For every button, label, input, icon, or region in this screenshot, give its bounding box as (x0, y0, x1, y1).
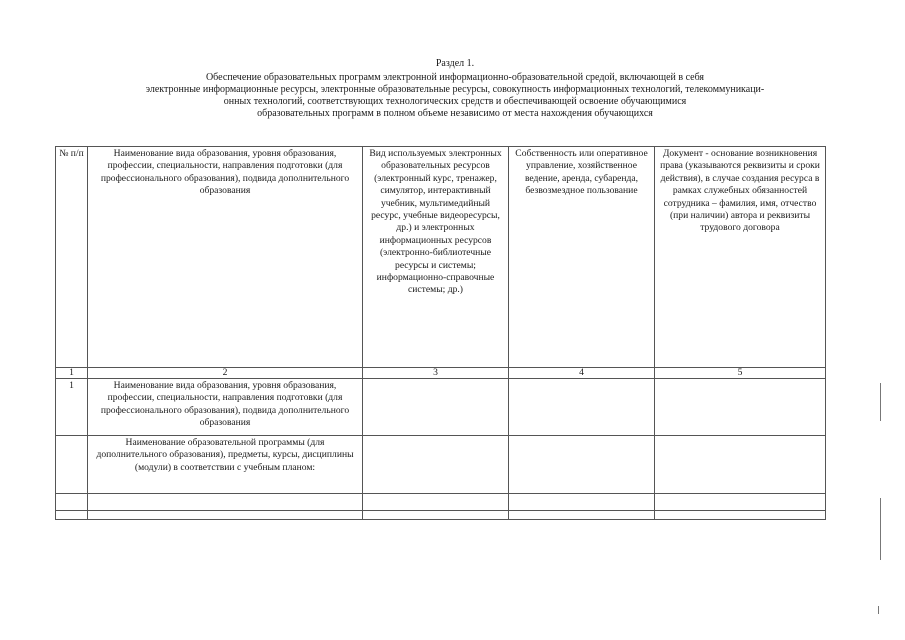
header-resource-type: Вид используемых электронных образовательных ресурсов (электронный курс, тренажер, симулятор, интерактивный учебник, мультимедийный ресурс, учебные видеоресурсы, др.) и электронных информационных ресурсов (электронно-библиотечные ресурсы и системы; информационно-справочные системы; др.) (363, 147, 509, 368)
table-row (56, 511, 826, 520)
header-ownership: Собственность или оперативное управление, хозяйственное ведение, аренда, субаренда, безвозмездное пользование (509, 147, 655, 368)
column-number: 2 (88, 368, 363, 379)
table-cell (655, 494, 826, 511)
resources-table (55, 146, 826, 520)
column-number: 5 (655, 368, 826, 379)
table-header-row (56, 147, 826, 368)
header-document: Документ - основание возникновения права (указываются реквизиты и сроки действия), в случае создания ресурса в рамках служебных обязанностей сотрудника – фамилия, имя, отчество (при наличии) автора и реквизиты трудового договора (655, 147, 826, 368)
table-row (56, 494, 826, 511)
scan-margin-mark (880, 383, 881, 421)
table-cell (363, 494, 509, 511)
table-cell (509, 379, 655, 436)
table-cell (56, 511, 88, 520)
heading-line-1: Обеспечение образовательных программ электронной информационно-образовательной средой, включающей в себя (205, 72, 705, 83)
table-cell (509, 511, 655, 520)
table-cell (363, 436, 509, 494)
table-cell (363, 379, 509, 436)
table-cell (88, 511, 363, 520)
table-cell (509, 494, 655, 511)
row-number: 1 (56, 379, 88, 436)
section-title: Раздел 1. (435, 58, 475, 69)
table-cell (363, 511, 509, 520)
scan-margin-mark (878, 606, 879, 614)
section-heading (40, 58, 870, 120)
heading-line-2: электронные информационные ресурсы, электронные образовательные ресурсы, совокупность информационных технологий, телекоммуникаци- (145, 84, 765, 95)
table-cell (655, 436, 826, 494)
heading-line-4: образовательных программ в полном объеме независимо от места нахождения обучающихся (257, 108, 653, 119)
column-number: 4 (509, 368, 655, 379)
header-education-type: Наименование вида образования, уровня образования, профессии, специальности, направления подготовки (для профессионального образования), подвида дополнительного образования (88, 147, 363, 368)
heading-line-3: онных технологий, соответствующих технологических средств и обеспечивающей освоение обучающимися (223, 96, 687, 107)
column-number: 1 (56, 368, 88, 379)
row-program-name: Наименование образовательной программы (для дополнительного образования), предметы, курсы, дисциплины (модули) в соответствии с учебным планом: (88, 436, 363, 494)
table-cell (88, 494, 363, 511)
scan-margin-mark (880, 498, 881, 560)
table-cell (509, 436, 655, 494)
column-number-row (56, 368, 826, 379)
table-row (56, 436, 826, 494)
table-cell (655, 511, 826, 520)
table-row (56, 379, 826, 436)
table-cell (655, 379, 826, 436)
row-education-name: Наименование вида образования, уровня образования, профессии, специальности, направления подготовки (для профессионального образования), подвида дополнительного образования (88, 379, 363, 436)
column-number: 3 (363, 368, 509, 379)
header-number: № п/п (56, 147, 88, 368)
table-cell (56, 436, 88, 494)
table-cell (56, 494, 88, 511)
